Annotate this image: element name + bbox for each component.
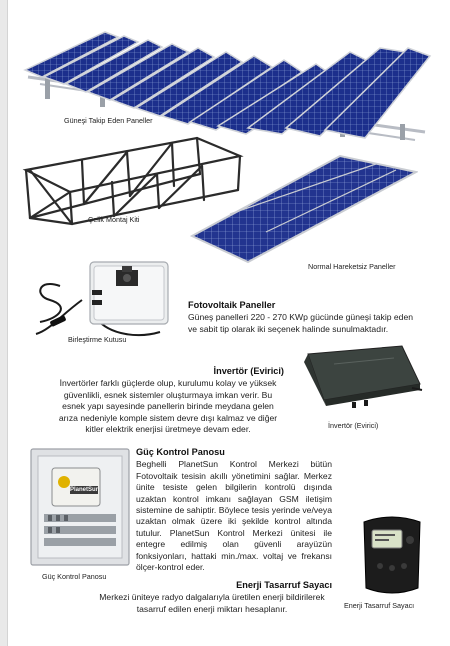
control-panel-image [30, 448, 130, 566]
inverter-image [294, 344, 426, 416]
combiner-box-caption: Birleştirme Kutusu [68, 335, 127, 344]
control-title: Güç Kontrol Panosu [136, 447, 225, 457]
combiner-box-image [30, 256, 178, 342]
control-body: Beghelli PlanetSun Kontrol Merkezi bütün Fotovoltaik tesisin akıllı yönetimini sağlar. Merkez ünite tesiste gelen bilgilerin kontrolü dışında uzaktan kontrol imkanı sağlayan GSM iletişim sistemine de sahiptir. Böylece tesis yerinde ve/veya uzaktan olmak üzere iki şekilde kontrol altında tutulur. PlanetSun Kontrol Merkezi ünitesi ile entegre edilmiş olan güvenli arayüzün fonksiyonları, hattaki min./max. voltaj ve frekansı ölçer-kontrol eder. [136, 459, 332, 573]
meter-section [92, 580, 332, 615]
page-edge [0, 0, 8, 646]
inverter-section [52, 366, 284, 435]
inverter-caption: İnvertör (Evirici) [328, 421, 379, 430]
meter-body: Merkezi üniteye radyo dalgalarıyla üretilen enerji bildirilerek tasarruf edilen enerji miktarı hesaplanır. [99, 592, 325, 614]
meter-title: Enerji Tasarruf Sayacı [236, 580, 332, 590]
fixed-panels-image [190, 154, 418, 264]
control-logo-text: PlanetSun [70, 487, 100, 493]
inverter-body: İnvertörler farklı güçlerde olup, kurulumu kolay ve yüksek güvenlikli, esnek sistemler oluşturmaya imkan verir. Bu esnek yapı sayesinde panellerin birinde meydana gelen arıza nedeniyle komple sistem devre dışı kalmaz ve diğer kitler elektrik enerjisi üretmeye devam eder. [58, 378, 278, 435]
pv-section [188, 300, 420, 335]
inverter-title: İnvertör (Evirici) [213, 366, 284, 376]
fixed-panels-caption: Normal Hareketsiz Paneller [308, 262, 396, 271]
meter-caption: Enerji Tasarruf Sayacı [344, 601, 415, 610]
pv-body: Güneş panelleri 220 - 270 KWp gücünde güneşi takip eden ve sabit tip olarak iki seçenek halinde sunulmaktadır. [188, 312, 414, 334]
pv-title: Fotovoltaik Paneller [188, 300, 276, 310]
control-panel-caption: Güç Kontrol Panosu [42, 572, 107, 581]
meter-image [358, 512, 426, 598]
steel-kit-caption: Çelik Montaj Kiti [88, 215, 140, 224]
tracking-panels-caption: Güneşi Takip Eden Paneller [64, 116, 153, 125]
control-section [136, 447, 332, 573]
